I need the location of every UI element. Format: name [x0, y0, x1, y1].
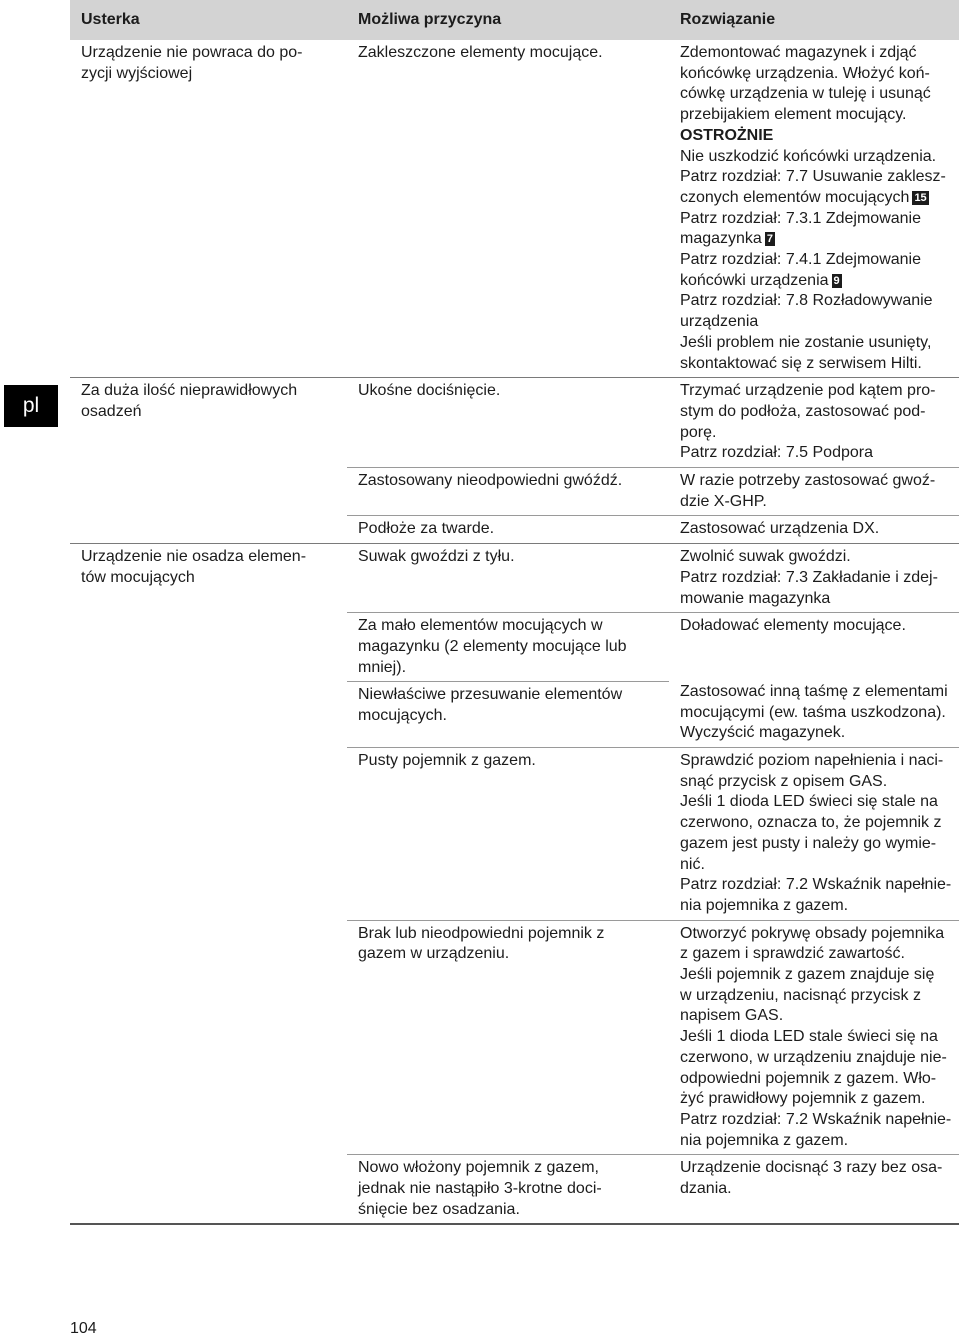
- text-line: urządzenia: [680, 313, 759, 331]
- language-tab: pl: [4, 385, 58, 427]
- cause-cell: [347, 1155, 669, 1225]
- solution-cell: [669, 1155, 959, 1225]
- text-line: czerwono, w urządzeniu znajduje nie-: [680, 1048, 947, 1066]
- text-line: Patrz rozdział: 7.4.1 Zdejmowanie: [680, 251, 921, 269]
- text-line: Zdemontować magazynek i zdjąć: [680, 44, 917, 61]
- cause-cell: [347, 748, 669, 921]
- text-line: Nie uszkodzić końcówki urządzenia.: [680, 147, 937, 165]
- header-cause: Możliwa przyczyna: [347, 0, 669, 40]
- text-line: z gazem i sprawdzić zawartość.: [680, 945, 905, 963]
- text-line: Zastosowany nieodpowiedni gwóźdź.: [358, 472, 623, 490]
- text-line: Niewłaściwe przesuwanie elementów: [358, 686, 623, 704]
- solution-cell: [669, 468, 959, 516]
- text-line: [680, 188, 947, 209]
- cause-cell: [347, 516, 669, 544]
- text-line: Suwak gwoździ z tyłu.: [358, 548, 515, 566]
- warning-label: OSTROŻNIE: [680, 126, 774, 144]
- solution-cell: [669, 748, 959, 921]
- cause-cell: [347, 468, 669, 516]
- text-line: Urządzenie docisnąć 3 razy bez osa-: [680, 1159, 943, 1177]
- text-fragment: końcówki urządzenia: [680, 271, 829, 289]
- text-line: jednak nie nastąpiło 3-krotne doci-: [358, 1180, 602, 1198]
- figure-ref-badge: 15: [914, 191, 927, 204]
- text-line: nia pojemnika z gazem.: [680, 1131, 849, 1149]
- text-line: Jeśli problem nie zostanie usunięty,: [680, 333, 932, 351]
- text-line: Trzymać urządzenie pod kątem pro-: [680, 382, 936, 400]
- solution-cell: [669, 544, 959, 613]
- text-line: nia pojemnika z gazem.: [680, 896, 849, 914]
- text-line: Urządzenie nie osadza elemen-: [81, 548, 307, 566]
- solution-cell: [669, 40, 959, 378]
- troubleshooting-table: [70, 0, 959, 1225]
- text-line: osadzeń: [81, 402, 142, 420]
- text-line: śnięcie bez osadzania.: [358, 1200, 520, 1218]
- text-line: Doładować elementy mocujące.: [680, 617, 906, 635]
- text-line: Zwolnić suwak gwoździ.: [680, 548, 851, 566]
- text-line: napisem GAS.: [680, 1007, 784, 1025]
- cause-cell: [347, 682, 669, 748]
- text-line: Podłoże za twarde.: [358, 520, 495, 538]
- text-line: końcówkę urządzenia. Włożyć koń-: [680, 64, 930, 82]
- text-line: Pusty pojemnik z gazem.: [358, 752, 536, 769]
- text-line: Zastosować inną taśmę z elementami: [680, 682, 948, 700]
- solution-cell: [669, 920, 959, 1155]
- text-line: mocującymi (ew. taśma uszkodzona).: [680, 703, 946, 721]
- text-line: Patrz rozdział: 7.5 Podpora: [680, 444, 873, 462]
- text-line: żyć prawidłowy pojemnik z gazem.: [680, 1090, 926, 1108]
- table-header-row: [70, 0, 959, 40]
- fault-cell: [70, 378, 347, 544]
- text-line: nić.: [680, 855, 705, 873]
- text-line: Ukośne dociśnięcie.: [358, 382, 501, 400]
- text-line: gazem jest pusty i należy go wymie-: [680, 834, 937, 852]
- header-fault: Usterka: [70, 0, 347, 40]
- text-line: skontaktować się z serwisem Hilti.: [680, 354, 922, 372]
- solution-cell: [669, 516, 959, 544]
- text-line: Patrz rozdział: 7.2 Wskaźnik napełnie-: [680, 876, 952, 894]
- text-line: stym do podłoża, zastosować pod-: [680, 402, 926, 420]
- text-fragment: magazynka: [680, 230, 762, 248]
- text-line: W razie potrzeby zastosować gwoź-: [680, 472, 936, 490]
- text-line: zycji wyjściowej: [81, 64, 193, 82]
- text-line: Wyczyścić magazynek.: [680, 724, 846, 742]
- text-line: Zakleszczone elementy mocujące.: [358, 44, 603, 61]
- table-row: [70, 40, 959, 378]
- header-solution: Rozwiązanie: [669, 0, 959, 40]
- text-line: Zastosować urządzenia DX.: [680, 520, 880, 538]
- table-row: [70, 544, 959, 613]
- text-line: Patrz rozdział: 7.8 Rozładowywanie: [680, 292, 933, 310]
- text-line: Jeśli 1 dioda LED stale świeci się na: [680, 1028, 938, 1046]
- text-line: Urządzenie nie powraca do po-: [81, 44, 303, 61]
- solution-cell: [669, 378, 959, 468]
- text-line: [680, 271, 947, 292]
- text-line: mniej).: [358, 658, 407, 676]
- page-number: 104: [70, 1320, 97, 1337]
- text-line: Patrz rozdział: 7.3 Zakładanie i zdej-: [680, 568, 938, 586]
- text-line: snąć przycisk z opisem GAS.: [680, 772, 888, 790]
- text-line: Sprawdzić poziom napełnienia i naci-: [680, 752, 944, 769]
- fault-cell: [70, 40, 347, 378]
- text-line: dzie X-GHP.: [680, 492, 767, 510]
- text-line: Brak lub nieodpowiedni pojemnik z: [358, 924, 605, 942]
- figure-ref-badge: 9: [833, 274, 840, 287]
- table-row: [70, 378, 959, 468]
- text-line: Patrz rozdział: 7.7 Usuwanie zaklesz-: [680, 168, 946, 186]
- cause-cell: [347, 613, 669, 682]
- text-line: gazem w urządzeniu.: [358, 945, 510, 963]
- text-line: Nowo włożony pojemnik z gazem,: [358, 1159, 599, 1177]
- text-line: Jeśli pojemnik z gazem znajduje się: [680, 966, 935, 984]
- text-line: przebijakiem element mocujący.: [680, 106, 907, 124]
- text-line: Jeśli 1 dioda LED świeci się stale na: [680, 793, 938, 811]
- text-line: Patrz rozdział: 7.3.1 Zdejmowanie: [680, 209, 921, 227]
- troubleshooting-table-wrapper: [70, 0, 959, 1225]
- text-line: Za mało elementów mocujących w: [358, 617, 603, 635]
- text-line: Otworzyć pokrywę obsady pojemnika: [680, 924, 945, 942]
- text-line: mowanie magazynka: [680, 589, 831, 607]
- text-line: mocujących.: [358, 707, 447, 725]
- text-fragment: czonych elementów mocujących: [680, 188, 910, 206]
- text-line: porę.: [680, 423, 717, 441]
- solution-cell: [669, 613, 959, 682]
- text-line: odpowiedni pojemnik z gazem. Wło-: [680, 1069, 937, 1087]
- text-line: czerwono, oznacza to, że pojemnik z: [680, 814, 942, 832]
- cause-cell: [347, 544, 669, 613]
- cause-cell: [347, 378, 669, 468]
- cause-cell: [347, 40, 669, 378]
- fault-cell: [70, 544, 347, 1225]
- text-line: [680, 229, 947, 250]
- text-line: Patrz rozdział: 7.2 Wskaźnik napełnie-: [680, 1110, 952, 1128]
- text-line: tów mocujących: [81, 568, 195, 586]
- text-line: magazynku (2 elementy mocujące lub: [358, 637, 627, 655]
- text-line: cówkę urządzenia w tuleję i usunąć: [680, 85, 931, 103]
- solution-cell: [669, 682, 959, 748]
- text-line: dzania.: [680, 1180, 732, 1198]
- figure-ref-badge: 7: [766, 233, 773, 246]
- text-line: Za duża ilość nieprawidłowych: [81, 382, 298, 400]
- cause-cell: [347, 920, 669, 1155]
- text-line: w urządzeniu, nacisnąć przycisk z: [680, 986, 921, 1004]
